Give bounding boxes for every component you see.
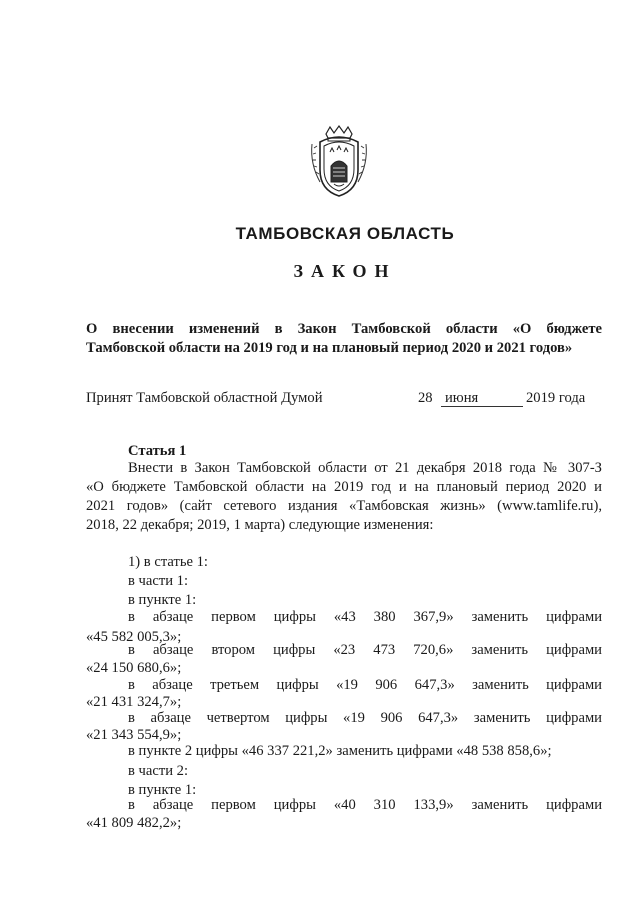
body-line: 2018, 22 декабря; 2019, 1 марта) следующие изменения: [86, 517, 434, 533]
article-body [86, 0, 602, 905]
adopted-by-text: Принят Тамбовской областной Думой [86, 390, 323, 406]
document-type-heading: ЗАКОН [293, 261, 397, 281]
list-item: в пункте 1: [128, 592, 197, 608]
body-line: «О бюджете Тамбовской области на 2019 год и на плановый период 2020 и [86, 479, 602, 495]
list-item: в абзаце втором цифры «23 473 720,6» заменить цифрами [128, 642, 602, 658]
list-item: в части 1: [128, 573, 189, 589]
article-heading: Статья 1 [128, 443, 187, 459]
list-item: «45 582 005,3»; [86, 629, 182, 645]
body-line: Внести в Закон Тамбовской области от 21 декабря 2018 года № 307-З [128, 460, 602, 476]
adoption-year: 2019 года [526, 390, 586, 406]
list-item: «24 150 680,6»; [86, 660, 182, 676]
law-title-line: О внесении изменений в Закон Тамбовской области «О бюджете [86, 321, 602, 337]
region-title: ТАМБОВСКАЯ ОБЛАСТЬ [235, 224, 455, 243]
list-item: в части 2: [128, 763, 189, 779]
list-item: «41 809 482,2»; [86, 815, 182, 831]
list-item: в пункте 2 цифры «46 337 221,2» заменить цифрами «48 538 858,6»; [128, 743, 552, 759]
list-item: «21 343 554,9»; [86, 727, 182, 743]
list-item: в абзаце третьем цифры «19 906 647,3» заменить цифрами [128, 677, 602, 693]
adoption-day: 28 [418, 390, 433, 406]
adoption-month: июня [441, 390, 523, 407]
list-item: 1) в статье 1: [128, 554, 208, 570]
list-item: в абзаце первом цифры «40 310 133,9» заменить цифрами [128, 797, 602, 813]
list-item: в пункте 1: [128, 782, 197, 798]
body-line: 2021 годов» (сайт сетевого издания «Тамбовская жизнь» (www.tamlife.ru), [86, 498, 602, 514]
law-title-line: Тамбовской области на 2019 год и на плановый период 2020 и 2021 годов» [86, 340, 573, 356]
list-item: в абзаце четвертом цифры «19 906 647,3» заменить цифрами [128, 710, 602, 726]
list-item: «21 431 324,7»; [86, 694, 182, 710]
list-item: в абзаце первом цифры «43 380 367,9» заменить цифрами [128, 609, 602, 625]
